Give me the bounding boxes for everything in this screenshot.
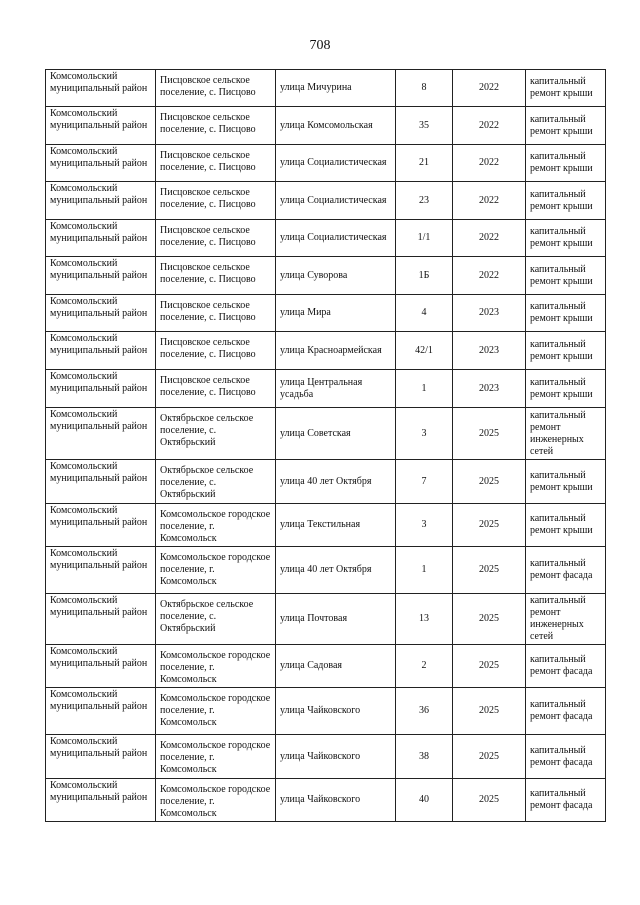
cell-year: 2022 [453,220,526,257]
cell-year: 2025 [453,547,526,594]
table-row [46,408,606,460]
cell-work: капитальный ремонт крыши [526,295,606,332]
cell-house: 21 [396,145,453,182]
cell-house: 42/1 [396,332,453,370]
cell-settlement: Писцовское сельское поселение, с. Писцово [156,220,276,257]
cell-work: капитальный ремонт фасада [526,688,606,735]
cell-work: капитальный ремонт крыши [526,107,606,145]
cell-house: 35 [396,107,453,145]
cell-year: 2023 [453,295,526,332]
cell-year: 2022 [453,182,526,220]
cell-house: 3 [396,408,453,460]
table-row [46,547,606,594]
table-row [46,779,606,822]
cell-settlement: Писцовское сельское поселение, с. Писцово [156,332,276,370]
cell-house: 13 [396,594,453,645]
cell-district: Комсомольский муниципальный район [46,735,156,779]
cell-district: Комсомольский муниципальный район [46,370,156,408]
cell-work: капитальный ремонт крыши [526,257,606,295]
cell-district: Комсомольский муниципальный район [46,182,156,220]
cell-year: 2025 [453,779,526,822]
cell-settlement: Комсомольское городское поселение, г. Комсомольск [156,735,276,779]
table-row [46,504,606,547]
cell-district: Комсомольский муниципальный район [46,594,156,645]
cell-house: 1 [396,547,453,594]
cell-street: улица Социалистическая [276,145,396,182]
cell-year: 2025 [453,408,526,460]
cell-work: капитальный ремонт инженерных сетей [526,408,606,460]
cell-settlement: Октябрьское сельское поселение, с. Октябрьский [156,408,276,460]
cell-settlement: Писцовское сельское поселение, с. Писцово [156,70,276,107]
cell-street: улица Мира [276,295,396,332]
cell-street: улица Чайковского [276,779,396,822]
cell-street: улица Социалистическая [276,182,396,220]
cell-district: Комсомольский муниципальный район [46,257,156,295]
cell-street: улица Чайковского [276,688,396,735]
cell-work: капитальный ремонт фасада [526,645,606,688]
cell-year: 2023 [453,332,526,370]
cell-settlement: Комсомольское городское поселение, г. Комсомольск [156,504,276,547]
cell-year: 2025 [453,460,526,504]
cell-work: капитальный ремонт фасада [526,547,606,594]
cell-district: Комсомольский муниципальный район [46,295,156,332]
cell-year: 2025 [453,594,526,645]
cell-house: 7 [396,460,453,504]
cell-work: капитальный ремонт фасада [526,735,606,779]
cell-settlement: Комсомольское городское поселение, г. Комсомольск [156,645,276,688]
cell-street: улица Мичурина [276,70,396,107]
cell-street: улица Комсомольская [276,107,396,145]
cell-street: улица Садовая [276,645,396,688]
cell-settlement: Комсомольское городское поселение, г. Комсомольск [156,779,276,822]
cell-house: 1Б [396,257,453,295]
cell-street: улица Советская [276,408,396,460]
table-row [46,594,606,645]
cell-district: Комсомольский муниципальный район [46,779,156,822]
table-row [46,295,606,332]
cell-district: Комсомольский муниципальный район [46,408,156,460]
cell-year: 2025 [453,645,526,688]
table-row [46,145,606,182]
cell-year: 2022 [453,145,526,182]
cell-house: 36 [396,688,453,735]
cell-settlement: Комсомольское городское поселение, г. Комсомольск [156,688,276,735]
cell-house: 1 [396,370,453,408]
cell-house: 8 [396,70,453,107]
cell-house: 38 [396,735,453,779]
cell-house: 23 [396,182,453,220]
cell-house: 2 [396,645,453,688]
table-row [46,645,606,688]
cell-work: капитальный ремонт крыши [526,220,606,257]
cell-house: 1/1 [396,220,453,257]
table-row [46,370,606,408]
cell-street: улица Красноармейская [276,332,396,370]
cell-year: 2022 [453,257,526,295]
cell-street: улица Суворова [276,257,396,295]
table-row [46,735,606,779]
cell-work: капитальный ремонт крыши [526,332,606,370]
cell-district: Комсомольский муниципальный район [46,460,156,504]
cell-year: 2025 [453,504,526,547]
housing-repair-table [45,69,606,822]
cell-district: Комсомольский муниципальный район [46,332,156,370]
table-row [46,257,606,295]
cell-work: капитальный ремонт крыши [526,145,606,182]
cell-settlement: Октябрьское сельское поселение, с. Октябрьский [156,460,276,504]
cell-settlement: Писцовское сельское поселение, с. Писцово [156,295,276,332]
cell-settlement: Комсомольское городское поселение, г. Комсомольск [156,547,276,594]
cell-district: Комсомольский муниципальный район [46,645,156,688]
cell-work: капитальный ремонт фасада [526,779,606,822]
cell-district: Комсомольский муниципальный район [46,547,156,594]
cell-year: 2025 [453,688,526,735]
table-row [46,107,606,145]
cell-street: улица 40 лет Октября [276,460,396,504]
cell-district: Комсомольский муниципальный район [46,70,156,107]
cell-work: капитальный ремонт крыши [526,504,606,547]
cell-work: капитальный ремонт крыши [526,182,606,220]
cell-year: 2022 [453,107,526,145]
table-row [46,70,606,107]
table-row [46,182,606,220]
cell-district: Комсомольский муниципальный район [46,688,156,735]
cell-year: 2023 [453,370,526,408]
cell-year: 2022 [453,70,526,107]
table-row [46,220,606,257]
cell-district: Комсомольский муниципальный район [46,220,156,257]
cell-street: улица Почтовая [276,594,396,645]
cell-settlement: Писцовское сельское поселение, с. Писцово [156,257,276,295]
cell-house: 3 [396,504,453,547]
cell-street: улица Текстильная [276,504,396,547]
cell-work: капитальный ремонт инженерных сетей [526,594,606,645]
cell-street: улица Центральная усадьба [276,370,396,408]
cell-district: Комсомольский муниципальный район [46,504,156,547]
cell-house: 4 [396,295,453,332]
cell-street: улица 40 лет Октября [276,547,396,594]
table-row [46,688,606,735]
cell-settlement: Писцовское сельское поселение, с. Писцово [156,182,276,220]
cell-settlement: Октябрьское сельское поселение, с. Октябрьский [156,594,276,645]
cell-settlement: Писцовское сельское поселение, с. Писцово [156,370,276,408]
cell-work: капитальный ремонт крыши [526,460,606,504]
table-row [46,460,606,504]
cell-settlement: Писцовское сельское поселение, с. Писцово [156,145,276,182]
cell-settlement: Писцовское сельское поселение, с. Писцово [156,107,276,145]
cell-work: капитальный ремонт крыши [526,70,606,107]
cell-street: улица Социалистическая [276,220,396,257]
table-row [46,332,606,370]
cell-district: Комсомольский муниципальный район [46,145,156,182]
cell-house: 40 [396,779,453,822]
cell-street: улица Чайковского [276,735,396,779]
cell-district: Комсомольский муниципальный район [46,107,156,145]
cell-work: капитальный ремонт крыши [526,370,606,408]
page-number: 708 [309,38,331,53]
cell-year: 2025 [453,735,526,779]
